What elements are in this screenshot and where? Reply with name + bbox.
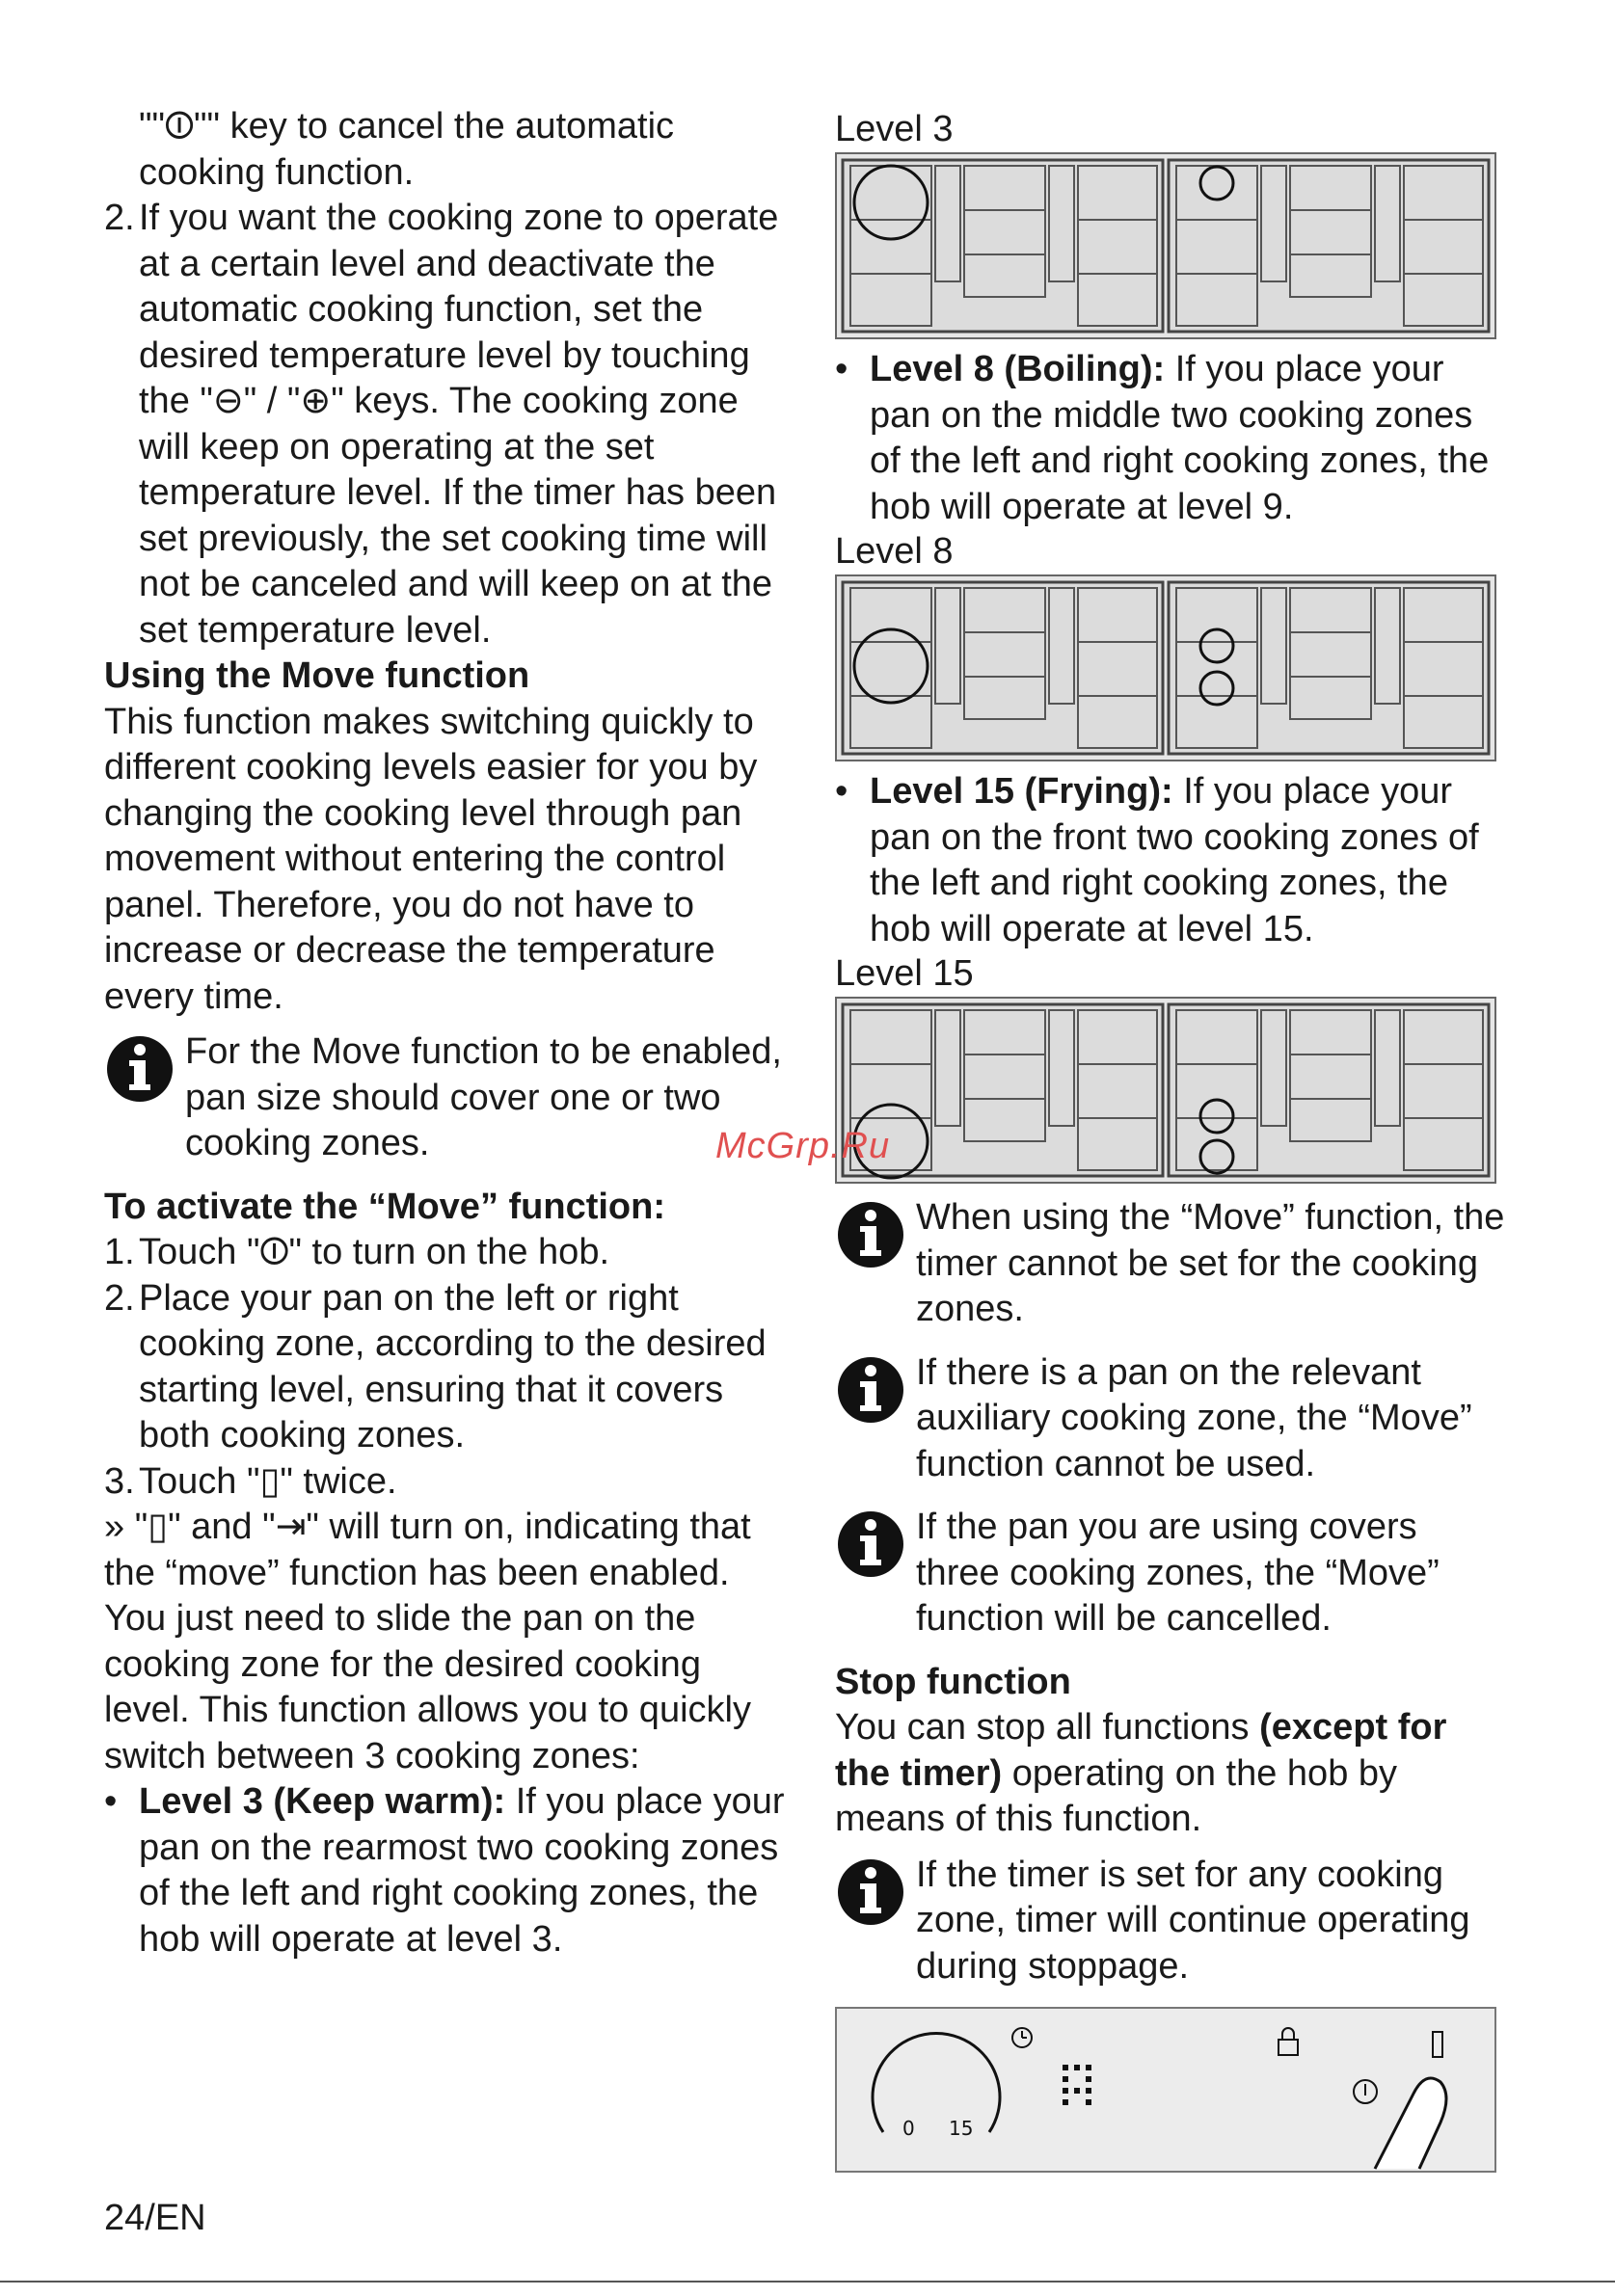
info-icon — [835, 1856, 906, 1928]
step-text: Touch "▯" twice. — [139, 1460, 397, 1502]
step-number: 1. — [104, 1232, 135, 1272]
left-column — [104, 104, 789, 1962]
note-text: If the pan you are using covers three cooking zones, the “Move” function will be cancelled. — [916, 1507, 1440, 1639]
note-text: If the timer is set for any cooking zone, timer will continue operating during stoppage. — [916, 1854, 1470, 1987]
hob-diagram-level3 — [835, 152, 1496, 339]
bullet-dot: • — [835, 349, 848, 389]
page-number: 24/EN — [104, 2198, 206, 2238]
stop-bold-text: (except for the timer) — [835, 1707, 1447, 1794]
info-note — [835, 1195, 1510, 1333]
bullet-dot: • — [835, 771, 848, 812]
step-3 — [104, 1459, 789, 1506]
list-item-2 — [104, 196, 789, 654]
stop-heading: Stop function — [835, 1661, 1071, 1702]
level15-label: Level 15 (Frying): — [870, 771, 1173, 812]
step-text: Place your pan on the left or right cooking zone, according to the desired starting level, ensuring that it covers both cooking zones. — [139, 1277, 767, 1455]
level3-label: Level 3 (Keep warm): — [139, 1781, 506, 1822]
stop-text: You can stop all functions — [835, 1707, 1260, 1748]
level8-title: Level 8 — [835, 531, 954, 572]
level3-bullet — [104, 1779, 789, 1962]
move-paragraph: This function makes switching quickly to different cooking levels easier for you by changing the cooking level through pan movement without entering the control panel. Therefore, you do not have to increase or decrease the temperature every time. — [104, 701, 758, 1017]
info-note — [104, 1029, 789, 1167]
level3-text: If you place your pan on the rearmost two cooking zones of the left and right cooking zones, the hob will operate at level 3. — [139, 1781, 785, 1960]
info-icon — [835, 1508, 906, 1580]
list-item-text: If you want the cooking zone to operate at a certain level and deactivate the automatic cooking function, set the desired temperature level by touching the "⊖" / "⊕" keys. The cooking zone will keep on operating at the set temperature level. If the timer has been set previously, the set cooking time will not be canceled and will keep on at the set temperature level. — [139, 198, 779, 651]
result-paragraph: » "▯" and "⇥" will turn on, indicating that the “move” function has been enabled. You just need to slide the pan on the cooking zone for the desired cooking level. This function allows you to quickly switch between 3 cooking zones: — [104, 1507, 751, 1776]
watermark: McGrp.Ru — [715, 1126, 891, 1166]
control-panel-diagram — [835, 2007, 1496, 2173]
level15-title: Level 15 — [835, 953, 974, 994]
move-heading: Using the Move function — [104, 655, 530, 696]
step-1 — [104, 1230, 789, 1276]
stop-text-end: operating on the hob by means of this function. — [835, 1752, 1398, 1839]
slider-max-label: 15 — [949, 2117, 974, 2140]
hob-diagram-level15 — [835, 997, 1496, 1184]
info-icon — [104, 1033, 175, 1105]
slider-min-label: 0 — [902, 2117, 915, 2140]
stop-paragraph — [835, 1705, 1510, 1843]
cancel-key-text: ""⏼"" key to cancel the automatic cooking function. — [139, 106, 675, 193]
level15-text: If you place your pan on the front two cooking zones of the left and right cooking zones, the hob will operate at level 15. — [870, 771, 1479, 949]
step-text: Touch "⏼" to turn on the hob. — [139, 1232, 610, 1272]
note-text: For the Move function to be enabled, pan size should cover one or two cooking zones. — [185, 1031, 782, 1163]
bullet-dot: • — [104, 1781, 118, 1822]
step-number: 2. — [104, 1277, 135, 1319]
activate-heading: To activate the “Move” function: — [104, 1186, 666, 1227]
level8-label: Level 8 (Boiling): — [870, 349, 1166, 389]
note-text: When using the “Move” function, the timer cannot be set for the cooking zones. — [916, 1197, 1505, 1329]
info-icon — [835, 1199, 906, 1270]
note-text: If there is a pan on the relevant auxiliary cooking zone, the “Move” function cannot be used. — [916, 1351, 1472, 1484]
info-note — [835, 1505, 1510, 1642]
level8-bullet — [835, 347, 1510, 530]
step-2 — [104, 1276, 789, 1459]
list-number: 2. — [104, 198, 135, 238]
hob-diagram-level8 — [835, 574, 1496, 761]
info-note — [835, 1350, 1510, 1488]
bottom-rule — [0, 2281, 1615, 2283]
level15-bullet — [835, 769, 1510, 952]
step-number: 3. — [104, 1460, 135, 1502]
level3-title: Level 3 — [835, 109, 954, 149]
right-column — [835, 108, 1510, 2173]
info-icon — [835, 1354, 906, 1426]
info-note — [835, 1853, 1510, 1990]
level8-text: If you place your pan on the middle two cooking zones of the left and right cooking zones, the hob will operate at level 9. — [870, 349, 1490, 527]
